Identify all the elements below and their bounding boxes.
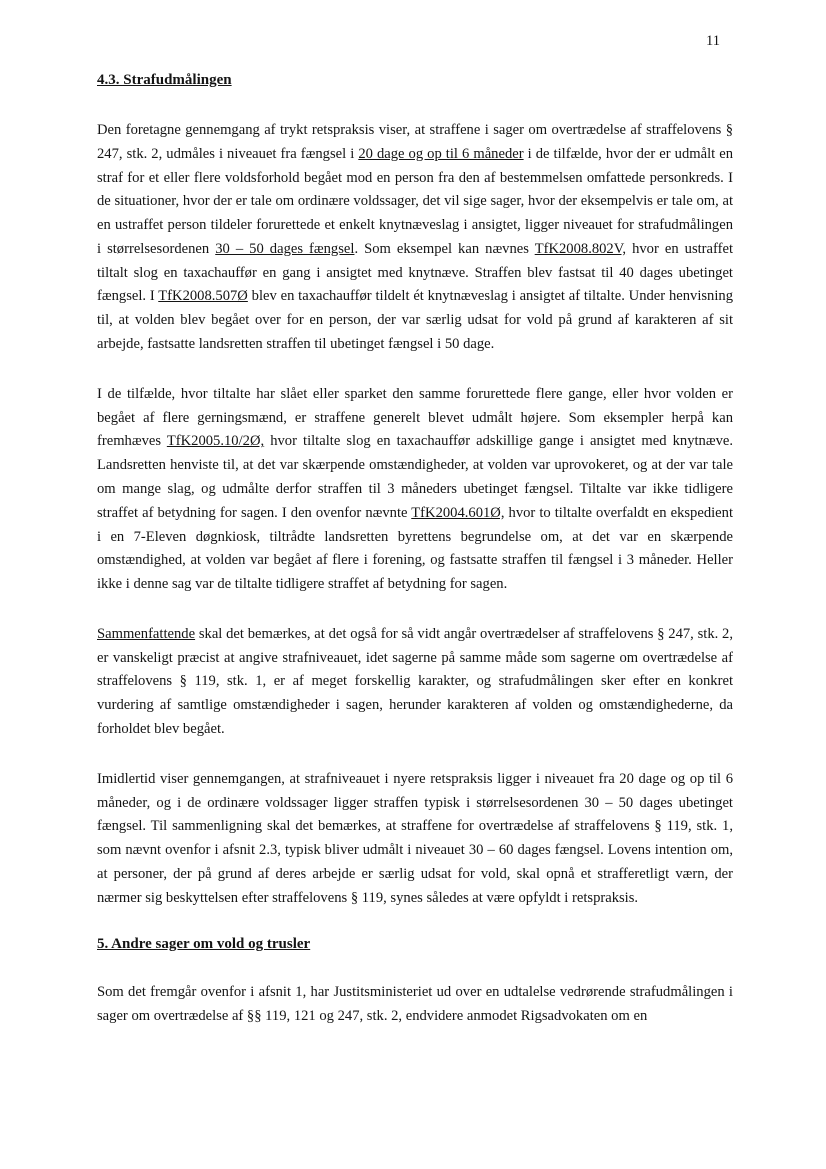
section-heading-andre-sager: 5. Andre sager om vold og trusler <box>97 936 311 953</box>
section-heading-strafudmalingen: 4.3. Strafudmålingen <box>97 72 232 88</box>
paragraph-1: Den foretagne gennemgang af trykt retspraksis viser, at straffene i sager om overtrædelse af straffelovens § 247, stk. 2, udmåles i niveauet fra fængsel i 20 dage og op til 6 måneder i de tilfælde, hvor der er udmålt en straf for et eller flere voldsforhold begået mod en person fra den af bestemmelsen omfattede personkreds. I de situationer, hvor der er tale om ordinære voldssager, det vil sige sager, hvor der eksempelvis er tale om, at en ustraffet person tildeler forurettede et enkelt knytnæveslag i ansigtet, ligger niveauet for strafudmålingen i størrelsesordenen 30 – 50 dages fængsel. Som eksempel kan nævnes TfK2008.802V, hvor en ustraffet tiltalt slog en taxachauffør en gang i ansigtet med knytnæve. Straffen blev fastsat til 40 dages ubetinget fængsel. I TfK2008.507Ø blev en taxachauffør tildelt ét knytnæveslag i ansigtet af tiltalte. Under henvisning til, at volden blev begået over for en person, der var særlig udsat for vold på grund af karakteren af sit arbejde, fastsatte landsretten straffen til ubetinget fængsel i 50 dage. <box>97 122 734 353</box>
paragraph-4: Imidlertid viser gennemgangen, at strafniveauet i nyere retspraksis ligger i niveauet fra 20 dage og op til 6 måneder, og i de ordinære voldssager ligger straffen typisk i størrelsesordenen 30 – 50 dages ubetinget fængsel. Til sammenligning skal det bemærkes, at straffene for overtrædelse af straffelovens § 119, stk. 1, som nævnt ovenfor i afsnit 2.3, typisk bliver udmålt i niveauet 30 – 60 dages fængsel. Lovens intention om, at personer, der på grund af deres arbejde er særlig udsat for vold, skal opnå et strafferetligt værn, der nærmer sig beskyttelsen efter straffelovens § 119, synes således at være opfyldt i retspraksis. <box>97 770 733 906</box>
paragraph-3: Sammenfattende skal det bemærkes, at det også for så vidt angår overtrædelser af straffelovens § 247, stk. 2, er vanskeligt præcist at angive strafniveauet, idet sagerne på samme måde som sagerne om overtrædelse af straffelovens § 119, stk. 1, er af meget forskellig karakter, og strafudmålingen sker efter en konkret vurdering af samtlige omstændigheder i sagen, herunder karakteren af volden og omstændighederne, da forholdet blev begået. <box>97 625 733 737</box>
paragraph-2: I de tilfælde, hvor tiltalte har slået eller sparket den samme forurettede flere gange, eller hvor volden er begået af flere gerningsmænd, er straffene generelt blevet udmålt højere. Som eksempler herpå kan fremhæves TfK2005.10/2Ø, hvor tiltalte slog en taxachauffør adskillige gange i ansigtet med knytnæve. Landsretten henviste til, at det var skærpende omstændigheder, at volden var uprovokeret, og at der var tale om mange slag, og udmålte derfor straffen til 3 måneders ubetinget fængsel. Tiltalte var ikke tidligere straffet af betydning for sagen. I den ovenfor nævnte TfK2004.601Ø, hvor to tiltalte overfaldt en ekspedient i en 7-Eleven døgnkiosk, tiltrådte landsretten byrettens begrundelse om, at det var en skærpende omstændighed, at volden var begået af flere i forening, og fastsatte straffen til fængsel i 3 måneder. Heller ikke i denne sag var de tiltalte tidligere straffet af betydning for sagen. <box>97 385 734 593</box>
page-content <box>97 72 733 1055</box>
page-number: 11 <box>706 33 720 49</box>
paragraph-5: Som det fremgår ovenfor i afsnit 1, har Justitsministeriet ud over en udtalelse vedrørende strafudmålingen i sager om overtrædelse af §§ 119, 121 og 247, stk. 2, endvidere anmodet Rigsadvokaten om en <box>97 984 733 1025</box>
